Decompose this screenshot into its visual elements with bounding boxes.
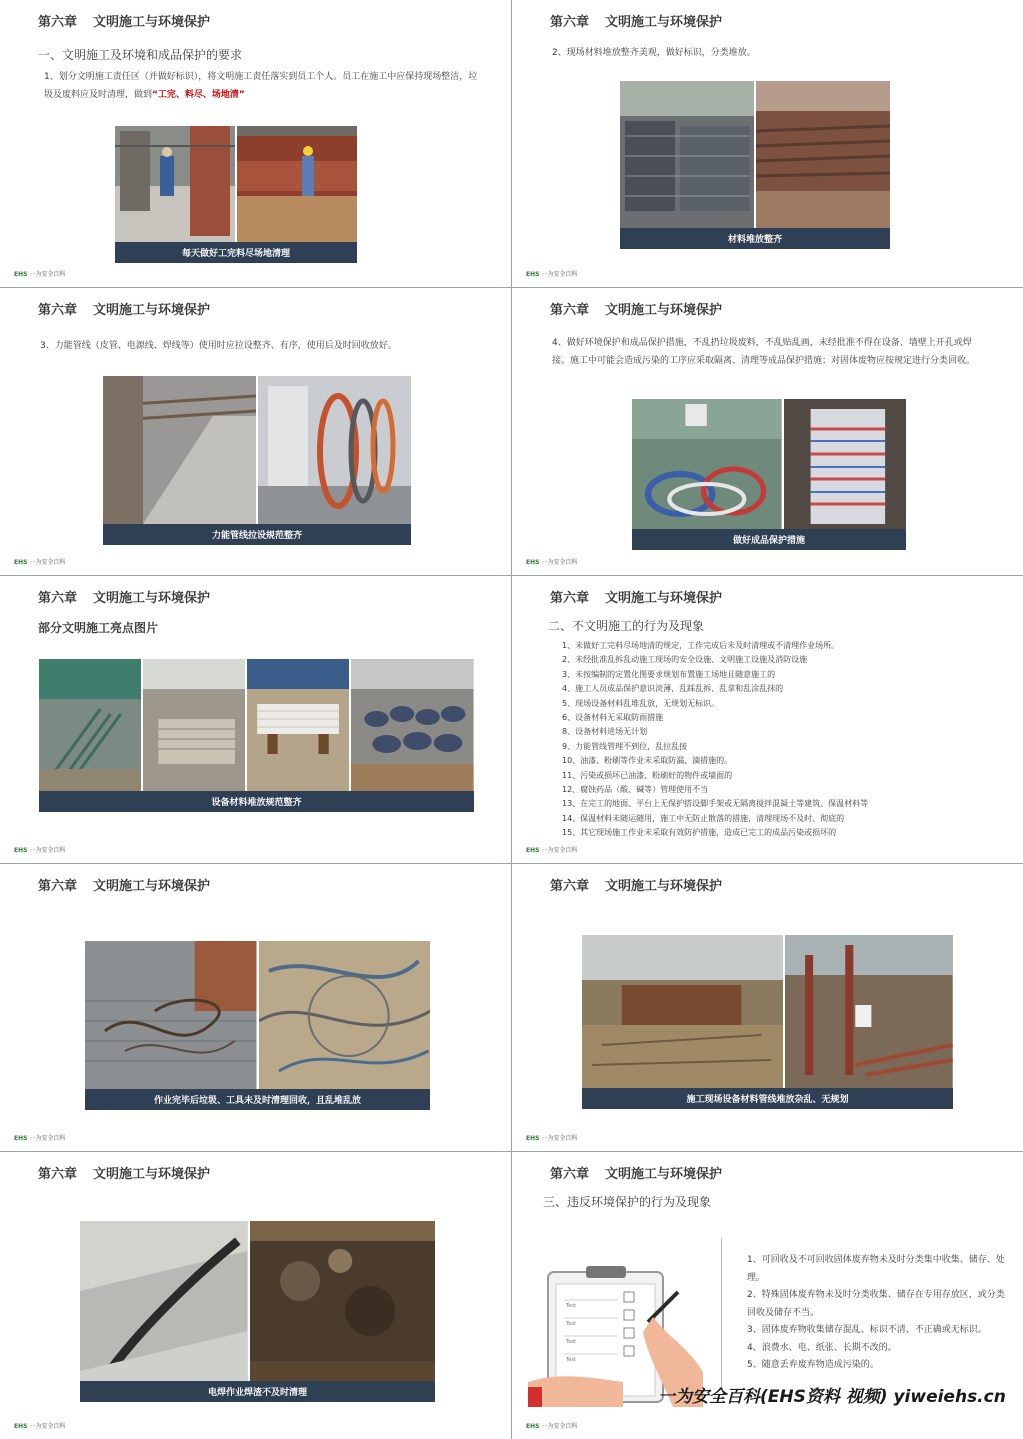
list-item: 3、未按编制的定置化图要求规划布置施工场地且随意施工的 bbox=[562, 669, 776, 679]
photo-caption: 力能管线拉设规范整齐 bbox=[103, 524, 411, 545]
site-photo bbox=[103, 376, 256, 524]
footer: EHS 一为安全百科 bbox=[526, 1135, 578, 1142]
body-text: 3、力能管线（皮管、电源线、焊线等）使用时应拉设整齐、有序，使用后及时回收放好。 bbox=[40, 341, 397, 351]
slide-5 bbox=[0, 576, 510, 862]
site-photo bbox=[351, 659, 474, 791]
section-heading: 二、不文明施工的行为及现象 bbox=[548, 619, 705, 633]
footer: EHS 一为安全百科 bbox=[526, 271, 578, 278]
slide-title: 第六章 文明施工与环境保护 bbox=[550, 303, 723, 318]
slide-title: 第六章 文明施工与环境保护 bbox=[38, 303, 211, 318]
site-photo bbox=[250, 1221, 435, 1381]
photo-caption: 施工现场设备材料管线堆放杂乱、无规划 bbox=[582, 1088, 953, 1109]
slide-title: 第六章 文明施工与环境保护 bbox=[550, 591, 723, 606]
slide-title: 第六章 文明施工与环境保护 bbox=[550, 1167, 723, 1182]
list-item: 4、浪费水、电、纸张、长期不改的。 bbox=[747, 1342, 897, 1353]
footer: EHS 一为安全百科 bbox=[14, 559, 66, 566]
photo-caption: 设备材料堆放规范整齐 bbox=[39, 791, 474, 812]
ehs-logo: EHS bbox=[526, 1423, 540, 1430]
site-photo bbox=[785, 935, 953, 1088]
clipboard-lines: Text Text Text Text bbox=[566, 1303, 577, 1363]
violation-list bbox=[562, 639, 868, 841]
footer: EHS 一为安全百科 bbox=[526, 847, 578, 854]
site-photo bbox=[259, 941, 431, 1089]
section-heading: 部分文明施工亮点图片 bbox=[38, 621, 159, 635]
photo-panel bbox=[80, 1221, 435, 1402]
photo-panel bbox=[582, 935, 953, 1109]
photo-panel bbox=[85, 941, 430, 1110]
env-violation-list bbox=[747, 1252, 1012, 1375]
ehs-logo: EHS bbox=[526, 1135, 540, 1142]
site-photo bbox=[39, 659, 141, 791]
list-item: 10、油漆、粉刷等作业未采取防漏、滴措施的。 bbox=[562, 756, 733, 766]
footer: EHS 一为安全百科 bbox=[14, 1423, 66, 1430]
list-item: 9、力能管线管理不到位，乱拉乱接 bbox=[562, 741, 688, 751]
body-text: 4、做好环境保护和成品保护措施，不乱扔垃圾废料，不乱贴乱画，未经批准不得在设备、墙壁上开孔或焊接。施工中可能会造成污染的工序应采取隔离、清理等成品保护措施；对固体废物应按规定进行分类回收。 bbox=[552, 338, 976, 366]
list-item: 1、可回收及不可回收固体废弃物未及时分类集中收集、储存、处理。 bbox=[747, 1255, 1005, 1283]
photo-caption: 做好成品保护措施 bbox=[632, 529, 906, 550]
site-photo bbox=[115, 126, 235, 242]
slide-title: 第六章 文明施工与环境保护 bbox=[38, 15, 211, 30]
site-photo bbox=[784, 399, 906, 529]
photo-panel bbox=[103, 376, 411, 545]
photo-panel bbox=[39, 659, 474, 812]
list-item: 11、污染或损坏已油漆、粉刷好的物件或墙面的 bbox=[562, 770, 733, 780]
list-item: 5、现场设备材料乱堆乱放，无规划无标识。 bbox=[562, 698, 720, 708]
photo-panel bbox=[620, 81, 890, 249]
site-photo bbox=[247, 659, 349, 791]
site-photo bbox=[237, 126, 357, 242]
list-item: 14、保温材料未随运随用，施工中无防止散落的措施，清理现场不及时、彻底的 bbox=[562, 813, 845, 823]
slide-3 bbox=[0, 288, 510, 574]
list-item: 2、未经批准乱拆乱动施工现场的安全设施、文明施工设施及消防设施 bbox=[562, 655, 808, 665]
ehs-logo: EHS bbox=[14, 1423, 28, 1430]
section-heading: 三、违反环境保护的行为及现象 bbox=[543, 1195, 712, 1209]
photo-caption: 作业完毕后垃圾、工具未及时清理回收，且乱堆乱放 bbox=[85, 1089, 430, 1110]
slide-title: 第六章 文明施工与环境保护 bbox=[38, 879, 211, 894]
list-item: 12、腐蚀药品（酸、碱等）管理使用不当 bbox=[562, 785, 709, 795]
list-item: 5、随意丢弃废弃物造成污染的。 bbox=[747, 1360, 879, 1370]
photo-panel bbox=[115, 126, 357, 263]
list-item: 2、特殊固体废弃物未及时分类收集、储存在专用存放区，或分类回收及储存不当。 bbox=[747, 1290, 1005, 1318]
site-photo bbox=[85, 941, 257, 1089]
slide-6 bbox=[512, 576, 1022, 862]
list-item: 13、在完工的地面、平台上无保护搭设脚手架或无隔离搅拌混凝土等建筑、保温材料等 bbox=[562, 799, 869, 809]
footer: EHS 一为安全百科 bbox=[526, 1423, 578, 1430]
photo-panel bbox=[632, 399, 906, 550]
list-item: 8、设备材料进场无计划 bbox=[562, 727, 648, 737]
site-photo bbox=[143, 659, 245, 791]
site-photo bbox=[632, 399, 782, 529]
footer: EHS 一为安全百科 bbox=[14, 271, 66, 278]
section-heading: 一、文明施工及环境和成品保护的要求 bbox=[38, 48, 243, 62]
photo-caption: 每天做好工完料尽场地清理 bbox=[115, 242, 357, 263]
ehs-logo: EHS bbox=[526, 847, 540, 854]
slide-title: 第六章 文明施工与环境保护 bbox=[550, 15, 723, 30]
slide-10 bbox=[512, 1152, 1022, 1438]
list-item: 15、其它现场施工作业未采取有效防护措施，造成已完工的成品污染或损坏的 bbox=[562, 828, 837, 838]
footer: EHS 一为安全百科 bbox=[14, 847, 66, 854]
ehs-logo: EHS bbox=[526, 559, 540, 566]
slide-2 bbox=[512, 0, 1022, 286]
list-item: 3、固体废弃物收集储存混乱、标识不清、不正确或无标识。 bbox=[747, 1325, 987, 1335]
footer: EHS 一为安全百科 bbox=[526, 559, 578, 566]
site-photo bbox=[756, 81, 890, 228]
ehs-logo: EHS bbox=[14, 1135, 28, 1142]
list-item: 4、施工人员成品保护意识淡薄，乱踩乱拆、乱拿和乱涂乱抹的 bbox=[562, 684, 784, 694]
site-photo bbox=[258, 376, 411, 524]
site-photo bbox=[80, 1221, 248, 1381]
footer: EHS 一为安全百科 bbox=[14, 1135, 66, 1142]
photo-caption: 材料堆放整齐 bbox=[620, 228, 890, 249]
ehs-logo: EHS bbox=[14, 559, 28, 566]
body-text: 1、划分文明施工责任区（并做好标识），将文明施工责任落实到员工个人。员工在施工中应保持现场整洁，垃圾及废料应及时清理，做到“工完、料尽、场地清” bbox=[44, 72, 478, 100]
slide-title: 第六章 文明施工与环境保护 bbox=[38, 1167, 211, 1182]
list-item: 1、未做好工完料尽场地清的规定，工作完成后未及时清理或不清理作业场所。 bbox=[562, 641, 840, 650]
slide-1 bbox=[0, 0, 510, 286]
slide-title: 第六章 文明施工与环境保护 bbox=[550, 879, 723, 894]
list-item: 6、设备材料无采取防雨措施 bbox=[562, 713, 664, 723]
watermark: 一为安全百科(EHS资料 视频) yiweiehs.cn bbox=[658, 1387, 1006, 1407]
vertical-divider bbox=[721, 1238, 722, 1388]
slide-9 bbox=[0, 1152, 510, 1438]
slide-8 bbox=[512, 864, 1022, 1150]
site-photo bbox=[620, 81, 754, 228]
ehs-logo: EHS bbox=[14, 271, 28, 278]
site-photo bbox=[582, 935, 783, 1088]
slide-7 bbox=[0, 864, 510, 1150]
slide-4 bbox=[512, 288, 1022, 574]
ehs-logo: EHS bbox=[526, 271, 540, 278]
ehs-logo: EHS bbox=[14, 847, 28, 854]
slide-title: 第六章 文明施工与环境保护 bbox=[38, 591, 211, 606]
photo-caption: 电焊作业焊渣不及时清理 bbox=[80, 1381, 435, 1402]
body-text: 2、现场材料堆放整齐美观，做好标识，分类堆放。 bbox=[552, 48, 756, 58]
